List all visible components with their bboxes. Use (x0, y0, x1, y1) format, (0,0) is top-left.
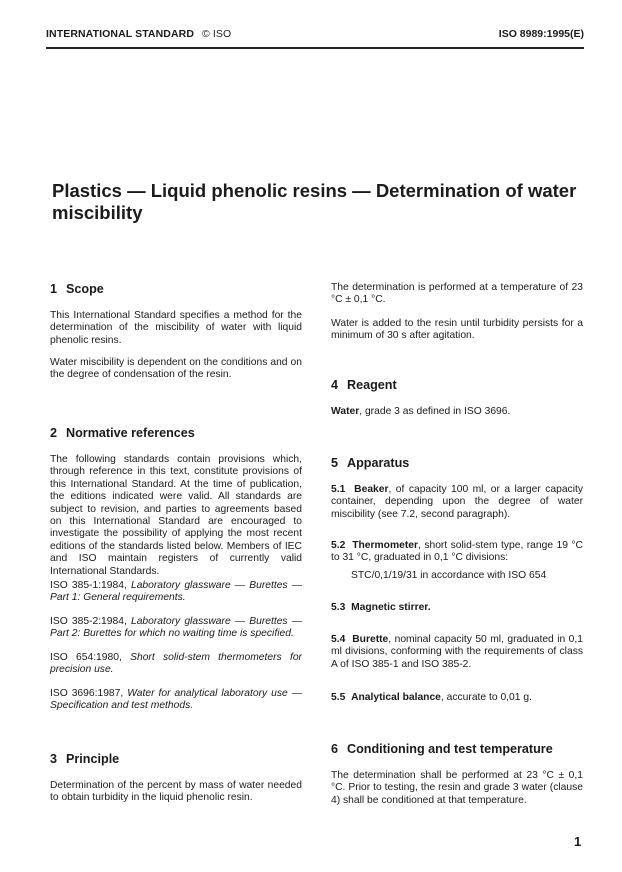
conditioning-paragraph: The determination shall be performed at 23 °C ± 0,1 °C. Prior to testing, the resin and grade 3 water (clause 4) shall be conditioned at that temperature. (331, 770, 583, 806)
section-heading-conditioning: 6 Conditioning and test temperature (331, 742, 553, 756)
apparatus-item-analytical-balance: 5.5 Analytical balance, accurate to 0,01 g. (331, 692, 532, 703)
apparatus-item-burette: 5.4 Burette, nominal capacity 50 ml, graduated in 0,1 ml divisions, conforming with the requirements of class A of ISO 385-1 and ISO 385-2. (331, 634, 583, 670)
thermometer-note: STC/0,1/19/31 in accordance with ISO 654 (351, 570, 547, 581)
page-number: 1 (574, 834, 582, 849)
reagent-water: Water, grade 3 as defined in ISO 3696. (331, 406, 511, 417)
copyright-label: © ISO (202, 28, 232, 40)
apparatus-item-magnetic-stirrer: 5.3 Magnetic stirrer. (331, 602, 431, 613)
section-heading-principle: 3 Principle (50, 752, 120, 766)
title-line-2: miscibility (52, 202, 143, 223)
standard-code: ISO 8989:1995(E) (498, 28, 584, 40)
scope-paragraph-2: Water miscibility is dependent on the conditions and on the degree of condensation of the resin. (50, 357, 302, 381)
header-rule (46, 47, 584, 49)
section-heading-normative-references: 2 Normative references (50, 426, 195, 440)
section-heading-reagent: 4 Reagent (331, 378, 397, 392)
principle-paragraph-1: Determination of the percent by mass of water needed to obtain turbidity in the liquid phenolic resin. (50, 780, 302, 804)
apparatus-item-beaker: 5.1 Beaker, of capacity 100 ml, or a larger capacity container, depending upon the degree of water miscibility (see 7.2, second paragraph). (331, 484, 583, 520)
section-heading-scope: 1 Scope (50, 282, 104, 296)
principle-paragraph-3: Water is added to the resin until turbidity persists for a minimum of 30 s after agitation. (331, 318, 583, 342)
section-heading-apparatus: 5 Apparatus (331, 456, 410, 470)
document-title (52, 180, 592, 224)
scope-paragraph-1: This International Standard specifies a method for the determination of the miscibility of water with liquid phenolic resins. (50, 310, 302, 346)
normative-intro: The following standards contain provisions which, through reference in this text, constitute provisions of this International Standard. At the time of publication, the editions indicated were valid. All standards are subject to revision, and parties to agreements based on this International Standard are encouraged to investigate the possibility of applying the most recent editions of the standards listed below. Members of IEC and ISO maintain registers of currently valid International Standards. (50, 454, 302, 577)
standard-label: INTERNATIONAL STANDARD © ISO (46, 28, 232, 40)
apparatus-item-thermometer: 5.2 Thermometer, short solid-stem type, range 19 °C to 31 °C, graduated in 0,1 °C divisions: (331, 540, 583, 564)
page-header (46, 28, 584, 46)
reference-item: ISO 385-1:1984, Laboratory glassware — Burettes — Part 1: General requirements. (50, 580, 302, 604)
reference-item: ISO 385-2:1984, Laboratory glassware — Burettes — Part 2: Burettes for which no waiting time is specified. (50, 616, 302, 640)
reference-item: ISO 654:1980, Short solid-stem thermometers for precision use. (50, 652, 302, 676)
title-line-1: Plastics — Liquid phenolic resins — Determination of water (52, 180, 577, 201)
principle-paragraph-2: The determination is performed at a temperature of 23 °C ± 0,1 °C. (331, 282, 583, 306)
reference-item: ISO 3696:1987, Water for analytical laboratory use — Specification and test methods. (50, 688, 302, 712)
